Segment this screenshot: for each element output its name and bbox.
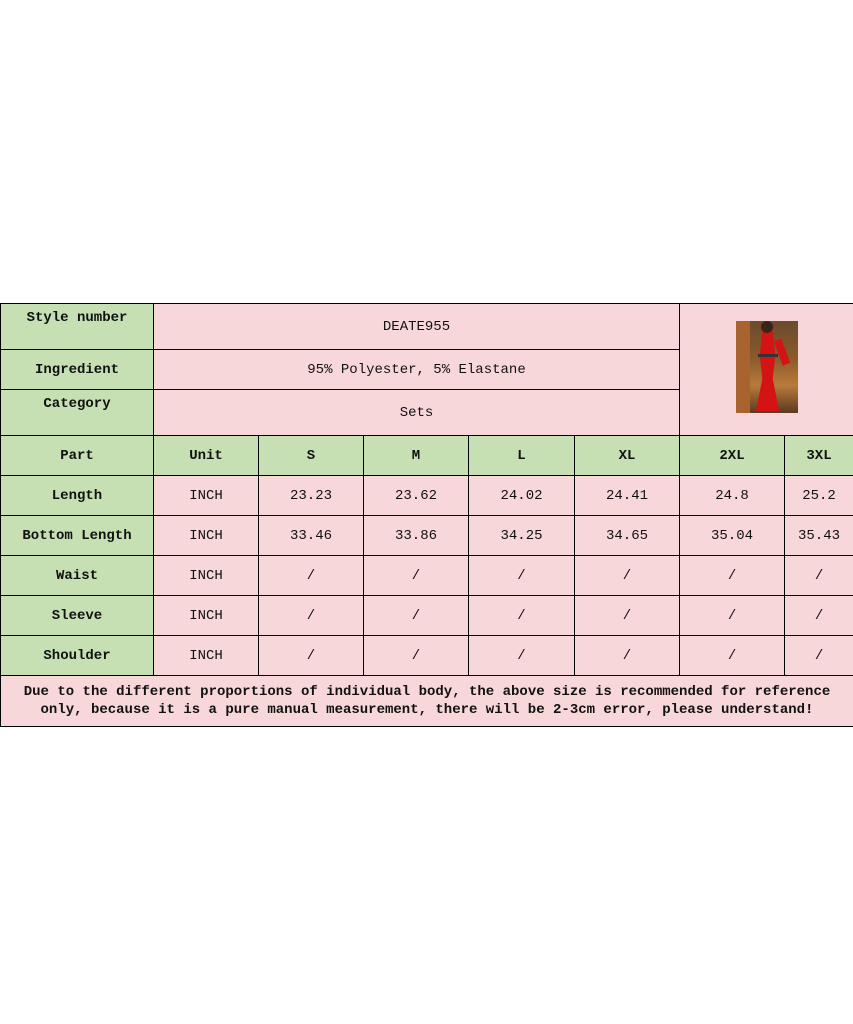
size-value: / [785, 596, 853, 636]
spec-row-style-number [1, 304, 853, 350]
size-value: / [680, 636, 785, 676]
size-value: 24.8 [680, 476, 785, 516]
size-value: 23.62 [364, 476, 469, 516]
size-value: / [680, 556, 785, 596]
size-value: / [785, 556, 853, 596]
size-value: 33.86 [364, 516, 469, 556]
row-part-label: Sleeve [1, 596, 154, 636]
size-value: 34.65 [575, 516, 680, 556]
size-value: / [469, 596, 575, 636]
size-value: / [364, 596, 469, 636]
table-row [1, 596, 853, 636]
size-value: / [785, 636, 853, 676]
row-part-label: Bottom Length [1, 516, 154, 556]
size-value: 23.23 [259, 476, 364, 516]
measurement-note: Due to the different proportions of individual body, the above size is recommended for reference only, because it is a pure manual measurement, there will be 2-3cm error, please understand! [1, 676, 853, 727]
row-part-label: Waist [1, 556, 154, 596]
header-part: Part [1, 436, 154, 476]
size-value: / [259, 636, 364, 676]
category-value: Sets [154, 390, 680, 436]
size-value: / [469, 636, 575, 676]
table-row [1, 516, 853, 556]
product-image-cell [680, 304, 853, 436]
style-number-value: DEATE955 [154, 304, 680, 350]
size-header-row [1, 436, 853, 476]
size-value: 24.02 [469, 476, 575, 516]
header-size: XL [575, 436, 680, 476]
header-size: 3XL [785, 436, 853, 476]
row-unit: INCH [154, 556, 259, 596]
size-value: / [575, 636, 680, 676]
row-unit: INCH [154, 476, 259, 516]
table-row [1, 476, 853, 516]
size-value: / [364, 556, 469, 596]
header-size: M [364, 436, 469, 476]
ingredient-value: 95% Polyester, 5% Elastane [154, 350, 680, 390]
size-value: 35.04 [680, 516, 785, 556]
size-value: 33.46 [259, 516, 364, 556]
row-part-label: Length [1, 476, 154, 516]
table-row [1, 556, 853, 596]
header-size: S [259, 436, 364, 476]
row-unit: INCH [154, 596, 259, 636]
note-row [1, 676, 853, 727]
size-value: / [364, 636, 469, 676]
size-value: 24.41 [575, 476, 680, 516]
ingredient-label: Ingredient [1, 350, 154, 390]
header-size: L [469, 436, 575, 476]
category-label: Category [1, 390, 154, 436]
size-value: / [259, 556, 364, 596]
row-unit: INCH [154, 636, 259, 676]
size-value: / [575, 596, 680, 636]
size-chart-table [0, 303, 853, 727]
red-dress-photo [736, 321, 798, 413]
size-value: / [259, 596, 364, 636]
size-value: / [680, 596, 785, 636]
size-value: 25.2 [785, 476, 853, 516]
row-part-label: Shoulder [1, 636, 154, 676]
size-value: / [469, 556, 575, 596]
table-row [1, 636, 853, 676]
size-value: 35.43 [785, 516, 853, 556]
size-value: / [575, 556, 680, 596]
header-unit: Unit [154, 436, 259, 476]
style-number-label: Style number [1, 304, 154, 350]
size-value: 34.25 [469, 516, 575, 556]
row-unit: INCH [154, 516, 259, 556]
header-size: 2XL [680, 436, 785, 476]
